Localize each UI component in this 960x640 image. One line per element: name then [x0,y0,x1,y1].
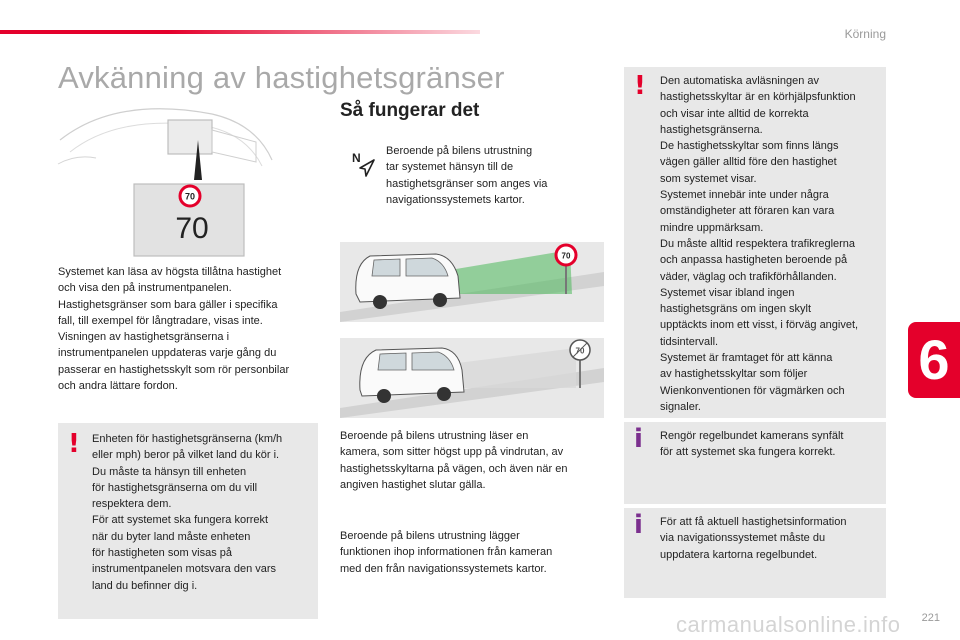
text-line: och visar inte alltid de korrekta [660,107,809,120]
text-line: land du befinner dig i. [92,579,198,592]
text-line: som systemet visar. [660,172,757,185]
text-line: fall, till exempel för långtradare, visas inte. [58,314,263,327]
text-line: Systemet innebär inte under några [660,189,829,202]
unit-warning-box [58,423,318,619]
instrument-panel-illustration [56,100,276,260]
text-line: hastighetsskyltar är en körhjälpsfunktion [660,91,856,104]
system-warning-box [624,67,886,418]
text-line: mindre uppmärksam. [660,221,764,234]
text-line: av hastighetsskyltar som följer [660,368,808,381]
road-sign-value: 70 [561,251,571,261]
text-line: För att systemet ska fungera korrekt [92,514,269,527]
info-icon: i [634,510,643,540]
text-line: Hastighetsgränser som bara gäller i specifika [58,298,278,311]
text-line: tidsintervall. [660,335,719,348]
text-line: signaler. [660,400,701,413]
text-line: respektera dem. [92,498,172,511]
text-line: med den från navigationssystemets kartor. [340,562,547,575]
text-line: För att få aktuell hastighetsinformation [660,516,847,528]
page-number: 221 [921,612,940,624]
text-line: angiven hastighet slutar gälla. [340,478,486,491]
header-accent-bar [0,30,480,34]
text-line: instrumentpanelen uppdateras varje gång du [58,347,277,360]
combine-paragraph [340,528,610,577]
text-line: hastighetsgränser som anges via [386,177,548,190]
chapter-tab: 6 [908,322,960,398]
text-line: väder, väglag och trafikförhållanden. [660,270,837,283]
text-line: när du byter land måste enheten [92,530,251,543]
warning-icon: ! [68,429,80,459]
text-line: eller mph) beror på vilket land du kör i. [92,449,280,462]
text-line: Beroende på bilens utrustning [386,145,533,157]
camera-cleaning-text [660,428,884,461]
text-line: via navigationssystemet måste du [660,532,826,545]
text-line: Beroende på bilens utrustning lägger [340,530,520,542]
svg-text:N: N [352,151,361,165]
van-sign-end-illustration [340,338,604,418]
unit-warning-text [92,431,314,594]
camera-paragraph [340,428,610,493]
text-line: Systemet är framtaget för att känna [660,352,833,365]
text-line: Den automatiska avläsningen av [660,75,819,87]
text-line: instrumentpanelen motsvara den vars [92,563,277,576]
camera-cleaning-info-box [624,422,886,504]
text-line: navigationssystemets kartor. [386,193,525,206]
text-line: upptäckts inom ett visst, i förväg angivet, [660,319,859,332]
page-title: Avkänning av hastighetsgränser [58,60,505,95]
text-line: Du måste alltid respektera trafikreglerna [660,237,856,250]
text-line: Wienkonventionen för vägmärken och [660,384,845,397]
text-line: funktionen ihop informationen från kameran [340,546,553,559]
info-icon: i [634,424,643,454]
road-sign-end-value: 70 [575,346,585,356]
text-line: för att systemet ska fungera korrekt. [660,446,836,459]
intro-paragraph [58,264,323,394]
text-line: uppdatera kartorna regelbundet. [660,548,818,561]
text-line: passerar en hastighetsskylt som rör personbilar [58,363,290,376]
text-line: De hastighetsskyltar som finns längs [660,140,839,153]
watermark: carmanualsonline.info [676,612,901,637]
dashboard-speed-display: 70 [175,212,209,245]
van-camera-illustration [340,242,604,322]
warning-icon: ! [634,71,646,101]
text-line: och anpassa hastigheten beroende på [660,254,848,267]
text-line: vägen gäller alltid före den hastighet [660,156,837,169]
text-line: och andra lättare fordon. [58,380,178,393]
text-line: för hastighetsgränserna om du vill [92,481,258,494]
text-line: hastighetsgräns om ingen skylt [660,303,812,316]
text-line: Enheten för hastighetsgränserna (km/h [92,433,283,445]
system-warning-text [660,73,884,415]
text-line: kamera, som sitter högst upp på vindrutan, av [340,446,564,459]
text-line: för hastigheten som visas på [92,547,233,560]
map-update-text [660,514,884,563]
text-line: omständigheter att föraren kan vara [660,205,835,218]
text-line: Du måste ta hänsyn till enheten [92,465,247,478]
navigation-paragraph [386,143,596,208]
text-line: Systemet visar ibland ingen [660,286,795,299]
dashboard-sign-value: 70 [184,191,196,202]
text-line: tar systemet hänsyn till de [386,161,514,174]
navigation-icon [352,150,378,180]
section-name: Körning [844,27,886,41]
text-line: Rengör regelbundet kamerans synfält [660,430,844,442]
text-line: Systemet kan läsa av högsta tillåtna hastighet [58,266,282,278]
text-line: och visa den på instrumentpanelen. [58,282,232,295]
map-update-info-box [624,508,886,598]
section-heading: Så fungerar det [340,100,480,121]
text-line: Visningen av hastighetsgränserna i [58,331,230,344]
text-line: hastighetsgränserna. [660,123,763,136]
text-line: hastighetsskyltarna på vägen, och även när en [340,462,568,475]
text-line: Beroende på bilens utrustning läser en [340,430,529,442]
